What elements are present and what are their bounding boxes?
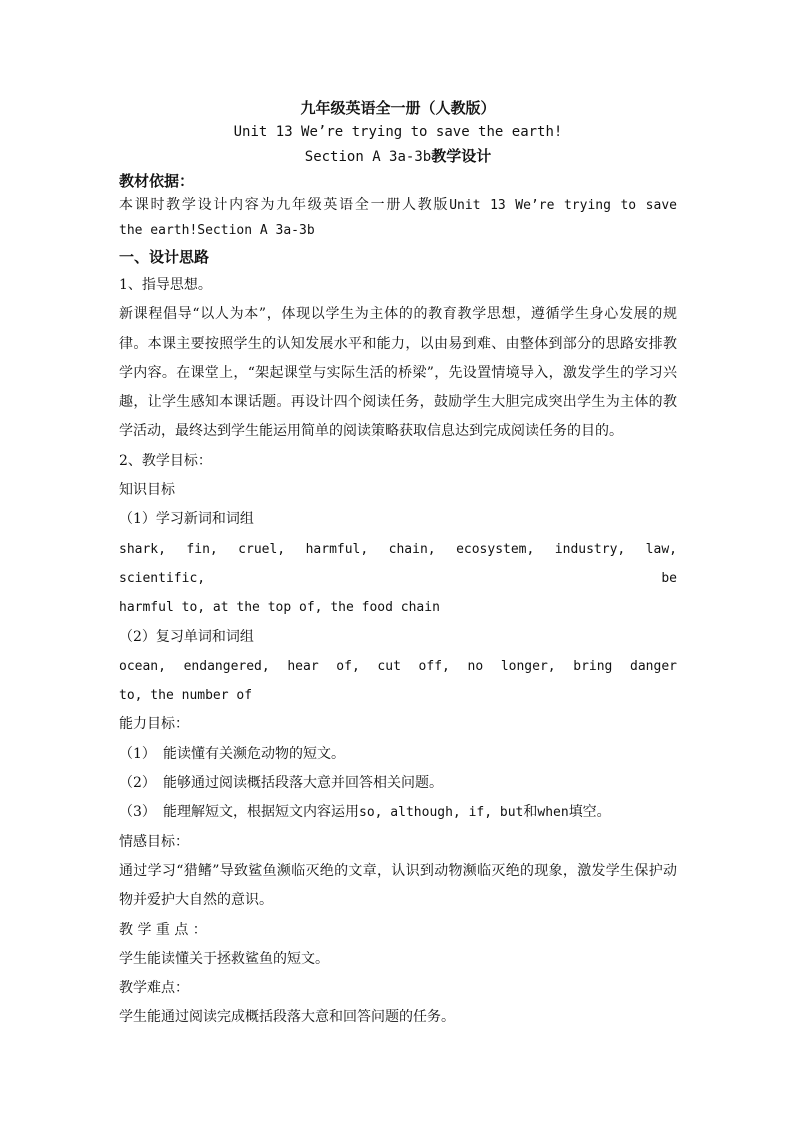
ability-item-1: （1） 能读懂有关濒危动物的短文。 xyxy=(119,745,345,762)
new-words-line-1: shark, fin, cruel, harmful, chain, ecosystem, industry, law, scientific, be xyxy=(119,541,677,586)
doc-subtitle-section xyxy=(119,144,677,169)
section-code: Section A 3a-3b xyxy=(304,149,432,165)
ability-label: 能力目标： xyxy=(119,716,189,733)
knowledge-item-1-label: （1）学习新词和词组 xyxy=(119,511,254,528)
new-words-line-2: harmful to, at the top of, the food chain xyxy=(119,600,440,616)
document-page xyxy=(119,96,677,1033)
emotion-text: 通过学习“猎鳍”导致鲨鱼濒临灭绝的文章，认识到动物濒临灭绝的现象，激发学生保护动物并爱护大自然的意识。 xyxy=(119,862,677,909)
difficulty-label: 教学难点： xyxy=(119,980,189,997)
ability-item-2: （2） 能够通过阅读概括段落大意并回答相关问题。 xyxy=(119,775,443,792)
basis-heading: 教材依据： xyxy=(119,172,195,190)
key-points-label: 教 学 重 点 ： xyxy=(119,921,207,938)
sub-heading-objectives: 2、教学目标： xyxy=(119,452,212,469)
section-heading-design: 一、设计思路 xyxy=(119,248,210,266)
review-words-line-2: to, the number of xyxy=(119,688,253,704)
section-label: 教学设计 xyxy=(431,147,492,165)
key-points-text: 学生能读懂关于拯救鲨鱼的短文。 xyxy=(119,950,329,967)
knowledge-item-2-label: （2）复习单词和词组 xyxy=(119,628,254,645)
difficulty-text: 学生能通过阅读完成概括段落大意和回答问题的任务。 xyxy=(119,1009,455,1026)
doc-subtitle-unit: Unit 13 We’re trying to save the earth! xyxy=(233,124,563,140)
emotion-label: 情感目标： xyxy=(119,833,189,850)
sub-heading-guiding: 1、指导思想。 xyxy=(119,277,212,293)
knowledge-label: 知识目标 xyxy=(119,482,175,499)
basis-text: 本课时教学设计内容为九年级英语全一册人教版Unit 13 We’re trying to save xyxy=(119,197,677,213)
doc-title: 九年级英语全一册（人教版） xyxy=(300,99,496,117)
ability-item-3: （3） 能理解短文，根据短文内容运用so, although, if, but和when填空。 xyxy=(119,804,611,821)
review-words-line-1: ocean, endangered, hear of, cut off, no longer, bring danger xyxy=(119,658,677,674)
basis-text-cont: the earth!Section A 3a-3b xyxy=(119,223,315,238)
guiding-paragraph: 新课程倡导“以人为本”，体现以学生为主体的的教育教学思想，遵循学生身心发展的规律。本课主要按照学生的认知发展水平和能力，以由易到难、由整体到部分的思路安排教学内容。在课堂上，“架起课堂与实际生活的桥梁”，先设置情境导入，激发学生的学习兴趣，让学生感知本课话题。再设计四个阅读任务，鼓励学生大胆完成突出学生为主体的教学活动，最终达到学生能运用简单的阅读策略获取信息达到完成阅读任务的目的。 xyxy=(119,306,677,440)
